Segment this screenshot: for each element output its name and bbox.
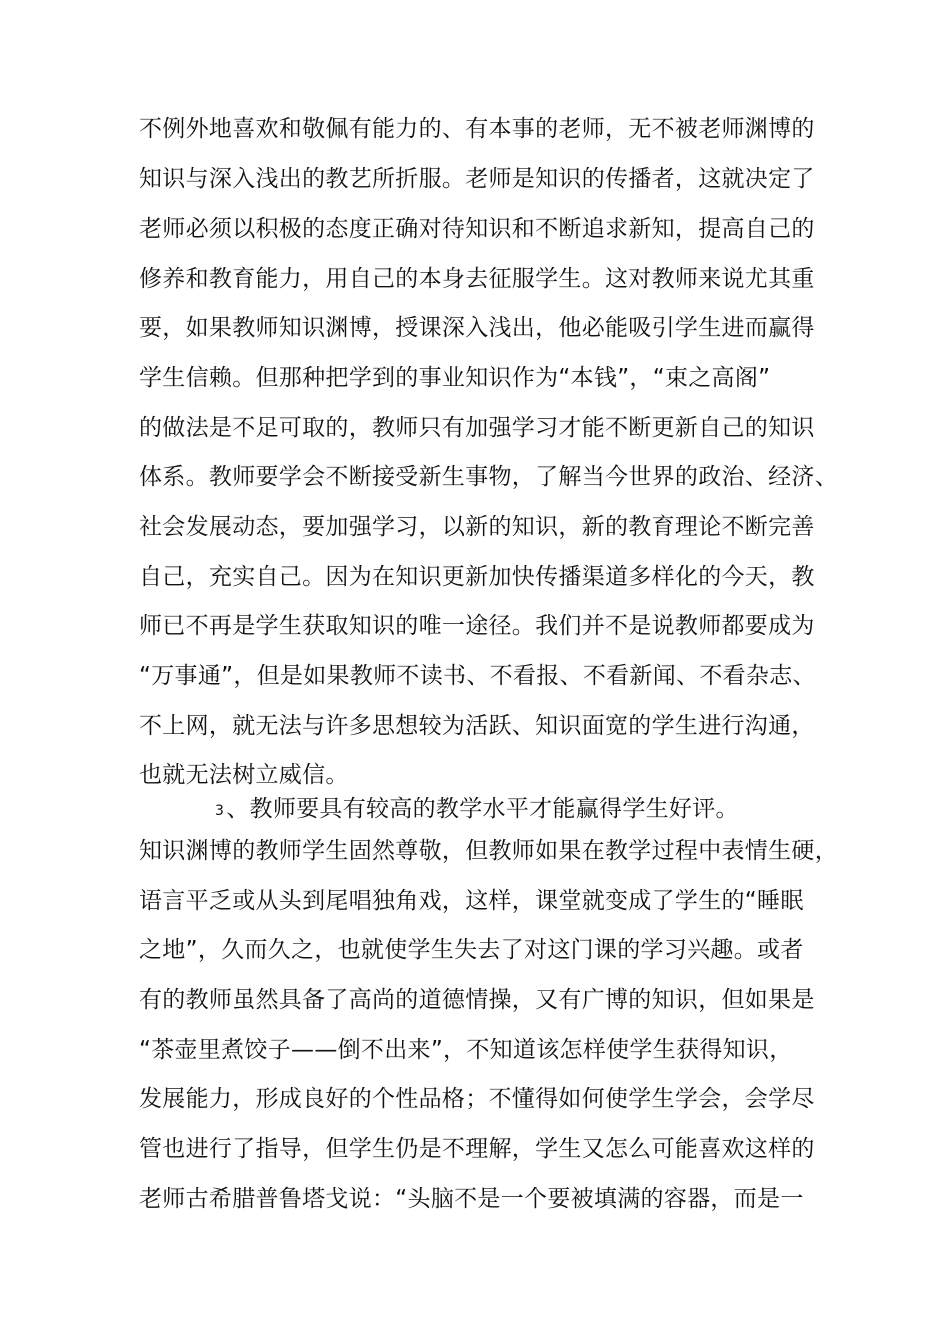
heading-number: 3 bbox=[215, 803, 225, 819]
text-line: 语言平乏或从头到尾唱独角戏，这样，课堂就变成了学生的“睡眠 bbox=[139, 888, 804, 914]
text-line: 老师必须以积极的态度正确对待知识和不断追求新知，提高自己的 bbox=[139, 216, 815, 242]
text-line: 社会发展动态，要加强学习，以新的知识，新的教育理论不断完善 bbox=[139, 514, 815, 540]
text-line: 要，如果教师知识渊博，授课深入浅出，他必能吸引学生进而赢得 bbox=[139, 315, 815, 341]
text-line: 不例外地喜欢和敬佩有能力的、有本事的老师，无不被老师渊博的 bbox=[139, 116, 815, 142]
text-line: 之地”，久而久之，也就使学生失去了对这门课的学习兴趣。或者 bbox=[139, 937, 804, 963]
text-line: 自己，充实自己。因为在知识更新加快传播渠道多样化的今天，教 bbox=[139, 564, 815, 590]
heading-text: 、教师要具有较高的教学水平才能赢得学生好评。 bbox=[226, 796, 739, 822]
text-line: 管也进行了指导，但学生仍是不理解，学生又怎么可能喜欢这样的 bbox=[139, 1136, 815, 1162]
text-line: 知识渊博的教师学生固然尊敬，但教师如果在教学过程中表情生硬， bbox=[139, 838, 838, 864]
text-line: 有的教师虽然具备了高尚的道德情操，又有广博的知识，但如果是 bbox=[139, 987, 815, 1013]
text-line: 不上网，就无法与许多思想较为活跃、知识面宽的学生进行沟通， bbox=[139, 713, 815, 739]
text-line: 也就无法树立威信。 bbox=[139, 762, 349, 788]
text-line: “万事通”，但是如果教师不读书、不看报、不看新闻、不看杂志、 bbox=[139, 663, 816, 689]
text-line: 修养和教育能力，用自己的本身去征服学生。这对教师来说尤其重 bbox=[139, 266, 815, 292]
section-heading bbox=[215, 794, 739, 826]
text-line: 学生信赖。但那种把学到的事业知识作为“本钱”，“束之高阁” bbox=[139, 365, 771, 391]
text-line: 体系。教师要学会不断接受新生事物，了解当今世界的政治、经济、 bbox=[139, 464, 838, 490]
text-line: 发展能力，形成良好的个性品格；不懂得如何使学生学会，会学尽 bbox=[139, 1086, 815, 1112]
text-line: 师已不再是学生获取知识的唯一途径。我们并不是说教师都要成为 bbox=[139, 613, 815, 639]
text-line: 知识与深入浅出的教艺所折服。老师是知识的传播者，这就决定了 bbox=[139, 166, 815, 192]
text-line: 老师古希腊普鲁塔戈说：“头脑不是一个要被填满的容器，而是一 bbox=[139, 1186, 804, 1212]
text-line: “茶壶里煮饺子——倒不出来”，不知道该怎样使学生获得知识， bbox=[139, 1037, 793, 1063]
text-line: 的做法是不足可取的，教师只有加强学习才能不断更新自己的知识 bbox=[139, 415, 815, 441]
